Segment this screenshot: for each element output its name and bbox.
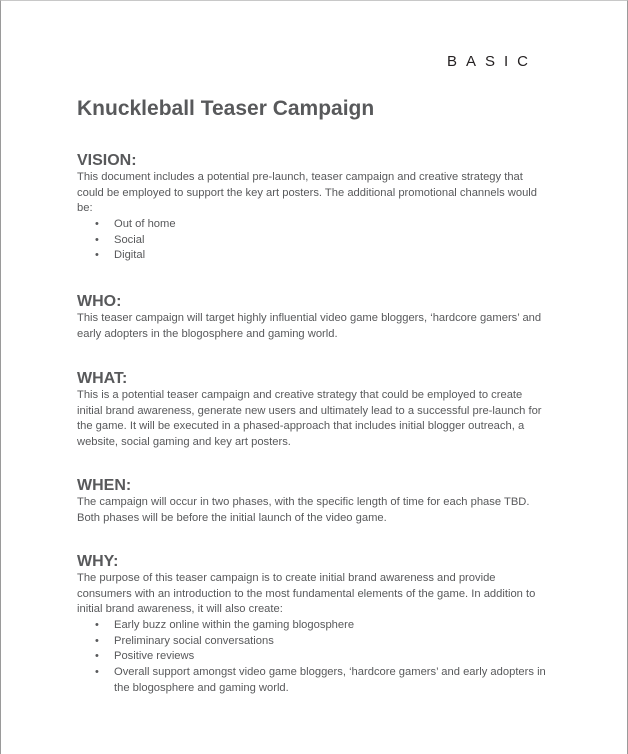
bullet-list <box>77 618 547 697</box>
list-item: • Preliminary social conversations <box>77 634 547 650</box>
section-when <box>77 476 547 526</box>
list-item: • Social <box>77 233 547 249</box>
section-body: This is a potential teaser campaign and creative strategy that could be employed to create initial brand awareness, generate new users and ultimately lead to a successful pre-launch for the game. It will be executed in a phased-approach that includes initial blogger outreach, a website, social gaming and key art posters. <box>77 389 542 448</box>
section-body: The purpose of this teaser campaign is to create initial brand awareness and provide consumers with an introduction to the most fundamental elements of the game. In addition to initial brand awareness, it will also create: <box>77 572 536 616</box>
list-item: • Out of home <box>77 217 547 233</box>
section-vision <box>77 151 547 264</box>
document-title: Knuckleball Teaser Campaign <box>77 97 375 120</box>
section-heading: WHAT: <box>77 370 128 387</box>
section-heading: VISION: <box>77 152 137 169</box>
section-who <box>77 292 547 342</box>
section-body: This document includes a potential pre-launch, teaser campaign and creative strategy that could be employed to support the key art posters. The additional promotional channels would be: <box>77 171 538 215</box>
list-item: • Overall support amongst video game bloggers, ‘hardcore gamers’ and early adopters in the blogosphere and gaming world. <box>77 665 547 697</box>
bullet-list <box>77 217 547 264</box>
brand-logo: BASIC <box>447 53 538 70</box>
section-heading: WHO: <box>77 293 122 310</box>
list-item: • Early buzz online within the gaming blogosphere <box>77 618 547 634</box>
list-item: • Digital <box>77 248 547 264</box>
list-item: • Positive reviews <box>77 649 547 665</box>
section-body: This teaser campaign will target highly influential video game bloggers, ‘hardcore gamers’ and early adopters in the blogosphere and gaming world. <box>77 312 542 340</box>
section-heading: WHY: <box>77 553 119 570</box>
section-what <box>77 369 547 450</box>
section-body: The campaign will occur in two phases, with the specific length of time for each phase TBD. Both phases will be before the initial launch of the video game. <box>77 496 530 524</box>
section-why <box>77 552 547 697</box>
section-heading: WHEN: <box>77 477 132 494</box>
